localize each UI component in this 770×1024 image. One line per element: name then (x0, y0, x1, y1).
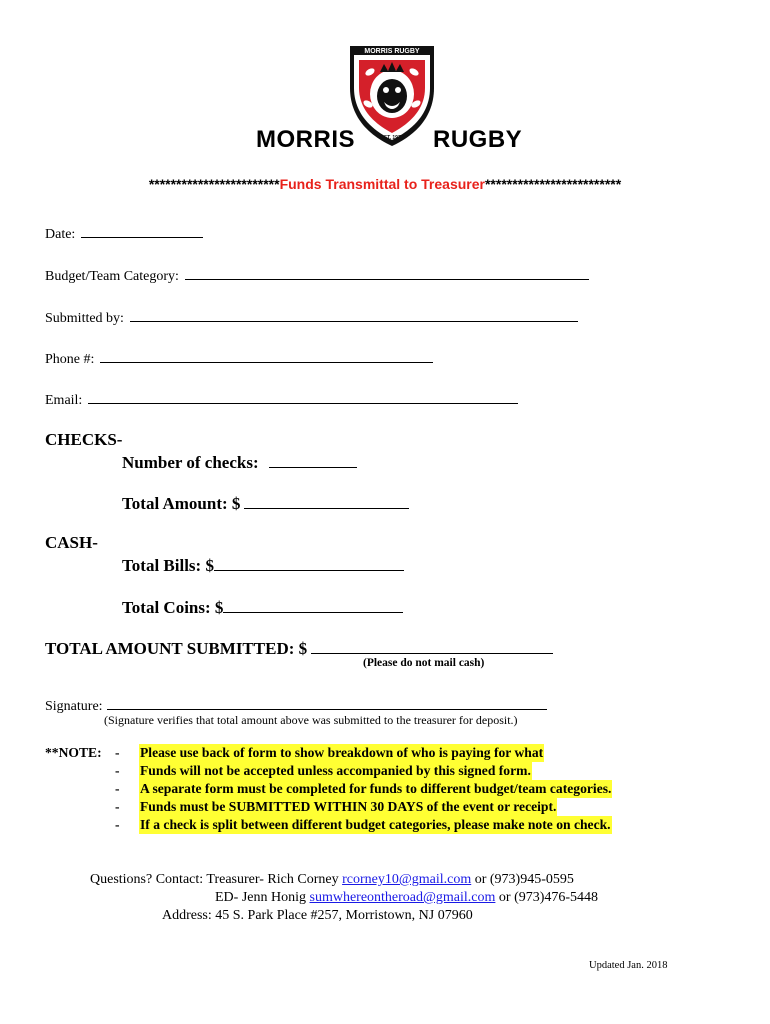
cash-bills-field[interactable] (214, 554, 404, 571)
note-item-text: Funds will not be accepted unless accompanied by this signed form. (140, 763, 531, 778)
stars-left: ************************ (148, 176, 280, 192)
date-row (45, 222, 203, 243)
phone-row (45, 347, 433, 368)
cash-bills-row (122, 554, 404, 576)
budget-row (45, 264, 589, 285)
email-row (45, 388, 518, 409)
note-dash: - (115, 817, 120, 832)
phone-label: Phone #: (45, 352, 95, 367)
ed-phone: or (973)476-5448 (498, 890, 599, 905)
budget-label: Budget/Team Category: (45, 269, 179, 284)
checks-number-label: Number of checks: (122, 453, 259, 472)
treasurer-phone: or (973)945-0595 (474, 872, 574, 887)
morris-rugby-crest-logo (348, 44, 436, 148)
total-row (45, 637, 553, 659)
submitted-field[interactable] (130, 306, 578, 322)
signature-note: (Signature verifies that total amount above was submitted to the treasurer for deposit.) (104, 713, 518, 727)
logo-est-text: EST. 1973 (380, 135, 404, 141)
cash-coins-label: Total Coins: $ (122, 598, 224, 617)
contact-line-2 (215, 890, 598, 906)
cash-heading: CASH- (45, 533, 98, 552)
checks-number-row (122, 451, 357, 473)
checks-number-field[interactable] (269, 451, 357, 468)
budget-field[interactable] (185, 264, 589, 280)
signature-label: Signature: (45, 699, 103, 714)
submitted-label: Submitted by: (45, 311, 124, 326)
note-label: **NOTE: (45, 745, 102, 760)
date-label: Date: (45, 227, 76, 242)
checks-heading: CHECKS- (45, 430, 123, 449)
ed-email-link[interactable]: sumwhereontheroad@gmail.com (309, 890, 496, 905)
note-item-text: Please use back of form to show breakdown of who is paying for what (140, 745, 544, 760)
note-dash: - (115, 745, 120, 760)
cash-bills-label: Total Bills: $ (122, 556, 214, 575)
stars-right: ************************* (484, 176, 622, 192)
note-item-text: Funds must be SUBMITTED WITHIN 30 DAYS of the event or receipt. (140, 799, 557, 814)
note-dash: - (115, 799, 120, 814)
updated-date: Updated Jan. 2018 (589, 960, 668, 971)
brand-right: RUGBY (433, 126, 523, 153)
phone-field[interactable] (100, 347, 433, 363)
date-field[interactable] (81, 222, 203, 238)
signature-row (45, 694, 547, 715)
checks-amount-field[interactable] (244, 492, 409, 509)
contact-address: Address: 45 S. Park Place #257, Morristown, NJ 07960 (162, 908, 473, 923)
brand-left: MORRIS (256, 126, 355, 153)
no-cash-note: (Please do not mail cash) (363, 657, 485, 669)
contact-line-1 (90, 872, 574, 888)
contact-treasurer: Questions? Contact: Treasurer- Rich Corney (90, 872, 339, 887)
total-label: TOTAL AMOUNT SUBMITTED: $ (45, 639, 308, 658)
submitted-row (45, 306, 578, 327)
cash-coins-row (122, 596, 403, 618)
email-label: Email: (45, 393, 83, 408)
note-item-text: A separate form must be completed for funds to different budget/team categories. (140, 781, 612, 796)
note-item-text: If a check is split between different budget categories, please make note on check. (140, 817, 611, 832)
form-title-row (0, 176, 770, 192)
contact-ed: ED- Jenn Honig (215, 890, 306, 905)
logo-top-text: MORRIS RUGBY (364, 48, 420, 55)
signature-field[interactable] (107, 694, 547, 710)
email-field[interactable] (88, 388, 518, 404)
note-dash: - (115, 763, 120, 778)
treasurer-email-link[interactable]: rcorney10@gmail.com (342, 872, 472, 887)
total-field[interactable] (311, 637, 553, 654)
note-dash: - (115, 781, 120, 796)
form-title: Funds Transmittal to Treasurer (279, 176, 485, 192)
checks-amount-label: Total Amount: $ (122, 494, 241, 513)
checks-amount-row (122, 492, 409, 514)
cash-coins-field[interactable] (223, 596, 403, 613)
